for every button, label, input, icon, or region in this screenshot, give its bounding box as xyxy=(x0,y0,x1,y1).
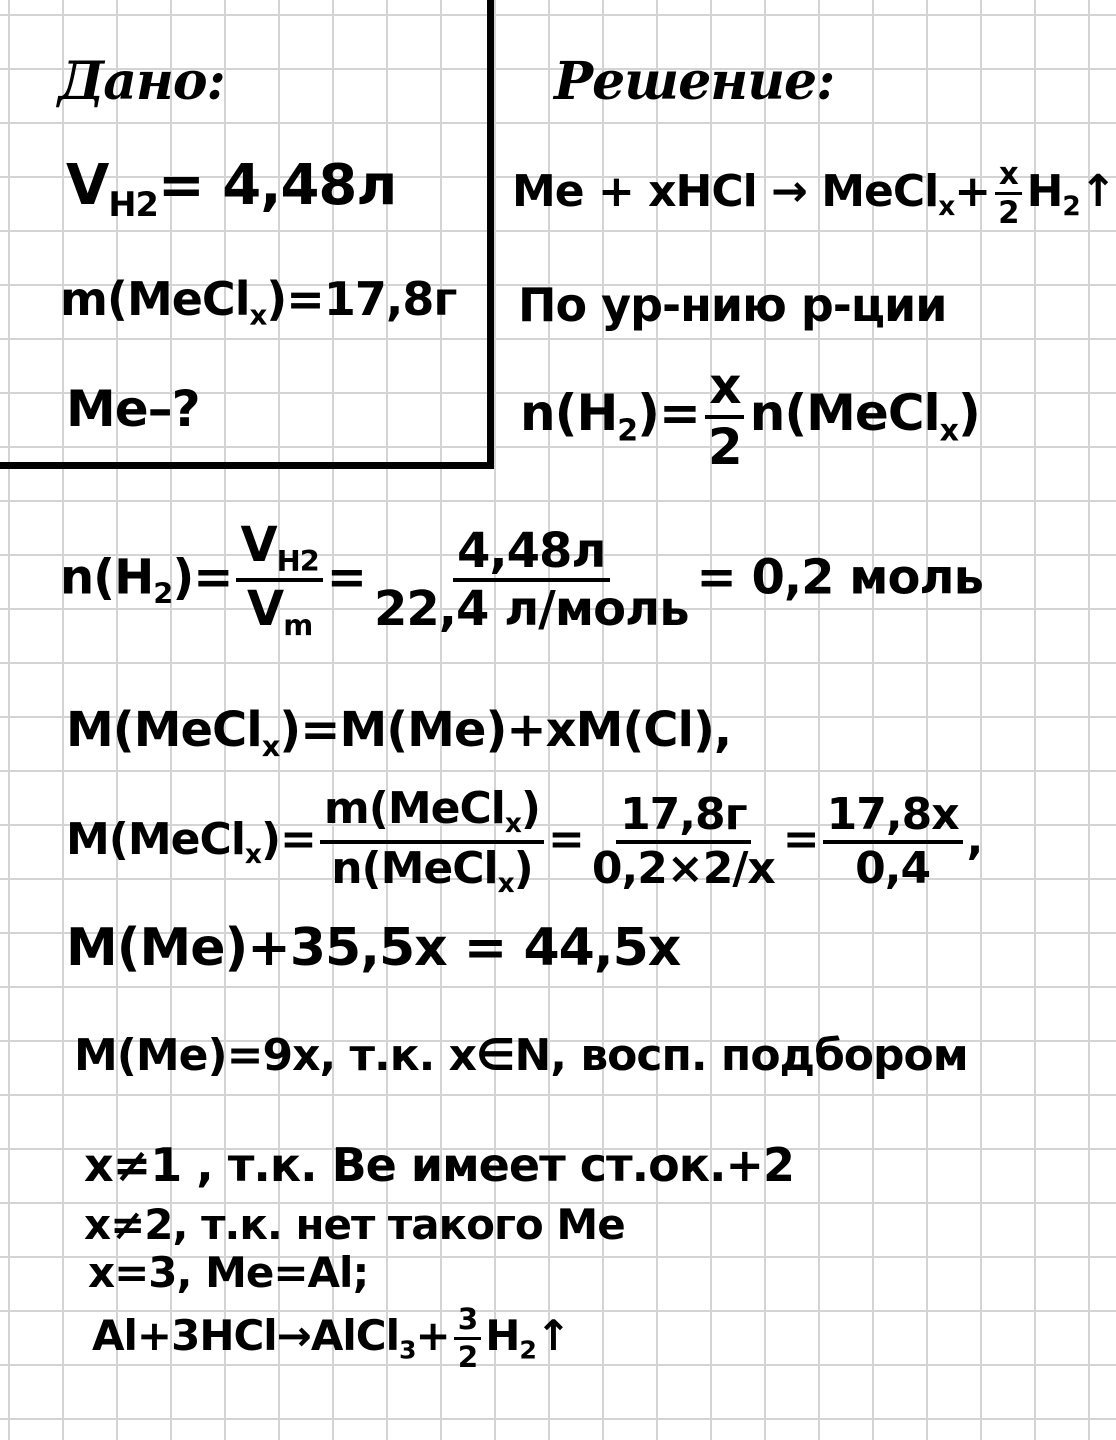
molar-formula-left: M(MeCl xyxy=(66,702,262,758)
mm-den-end: ) xyxy=(513,842,533,894)
final-gas-arrow-icon: ↑ xyxy=(535,1310,571,1360)
ratio-left: n(H xyxy=(520,384,618,442)
by-reaction-note: По ур-нию р-ции xyxy=(518,278,947,332)
molar-formula-right: )=M(Me)+xM(Cl), xyxy=(279,702,732,758)
volume-value: = 4,48л xyxy=(157,153,397,218)
mm-den-sub: x xyxy=(497,868,514,900)
mass-subscript: x xyxy=(249,298,267,332)
n-h2-result: = 0,2 моль xyxy=(696,549,983,606)
mm-den-a: n(MeCl xyxy=(331,842,498,894)
mm-equals: = xyxy=(548,813,584,865)
vol-den-symbol: V xyxy=(247,581,284,638)
volume-ratio-num xyxy=(236,517,322,582)
mm-num-sub: x xyxy=(504,808,521,840)
given-title: Дано: xyxy=(58,51,225,112)
n-h2-left-end: )= xyxy=(172,549,233,606)
final-sub-3: 3 xyxy=(399,1335,416,1365)
volume-ratio-den xyxy=(243,581,316,643)
volume-ratio-fraction xyxy=(236,517,322,643)
ratio-num: x xyxy=(705,360,744,419)
reaction-coef-fraction xyxy=(994,158,1022,230)
final-h2-sub: 2 xyxy=(519,1335,536,1365)
mm-left: M(MeCl xyxy=(66,813,245,865)
mm-left-sub: x xyxy=(244,839,261,871)
gas-arrow-icon: ↑ xyxy=(1079,165,1116,217)
moles-h2-calc xyxy=(60,517,983,643)
mass-moles-num xyxy=(320,783,544,844)
mm-left-end: )= xyxy=(260,813,316,865)
given-box-bottom-border xyxy=(0,462,494,469)
n-h2-left-sub: 2 xyxy=(153,576,173,611)
reaction-coef-num: x xyxy=(995,158,1022,195)
ratio-fraction xyxy=(704,357,746,476)
given-box-right-border xyxy=(487,0,494,468)
mass-value-num: 17,8г xyxy=(616,792,751,844)
given-volume-h2 xyxy=(66,153,397,224)
vol-num-symbol: V xyxy=(240,517,277,573)
reaction-h2-sub: 2 xyxy=(1062,191,1080,223)
n-h2-left: n(H xyxy=(60,549,154,606)
final-coef-fraction xyxy=(454,1304,481,1373)
case-x3: x=3, Me=Al; xyxy=(88,1248,369,1297)
volume-value-fraction xyxy=(370,522,693,638)
reaction-h2: H xyxy=(1026,165,1063,217)
molar-mass-calc xyxy=(66,783,983,900)
case-x2: x≠2, т.к. нет такого Me xyxy=(84,1200,625,1249)
mm-equals-2: = xyxy=(782,813,819,865)
ratio-den: 2 xyxy=(707,417,742,476)
mass-value-den: 0,2×2/x xyxy=(591,842,775,894)
reaction-plus: + xyxy=(954,165,991,217)
reaction-equation xyxy=(512,158,1116,230)
volume-symbol: V xyxy=(66,153,109,218)
mass-label: m(MeCl xyxy=(60,272,250,326)
volume-value-den: 22,4 л/моль xyxy=(374,581,689,638)
volume-subscript: H2 xyxy=(108,184,158,224)
mass-moles-den xyxy=(327,844,537,898)
solution-title: Решение: xyxy=(554,51,835,112)
mass-value: )=17,8г xyxy=(266,272,457,326)
metal-mass-line: M(Me)=9x, т.к. x∈N, восп. подбором xyxy=(74,1030,968,1081)
mass-moles-fraction xyxy=(320,783,544,900)
mass-value-fraction xyxy=(588,788,779,894)
mm-comma: , xyxy=(966,813,983,865)
final-plus: + xyxy=(415,1310,450,1360)
n-h2-equals: = xyxy=(326,549,366,606)
given-mass-salt xyxy=(60,272,457,332)
final-h2: H xyxy=(485,1310,520,1360)
simplified-fraction xyxy=(823,788,963,894)
ratio-right: n(MeCl xyxy=(749,384,940,442)
vol-den-sub: m xyxy=(283,608,313,643)
mm-num-end: ) xyxy=(520,783,541,834)
simplified-den: 0,4 xyxy=(855,842,931,894)
ratio-right-sub: x xyxy=(939,413,959,449)
reaction-coef-den: 2 xyxy=(998,195,1019,232)
ratio-left-sub: 2 xyxy=(617,413,638,449)
final-lhs: Al+3HCl→AlCl xyxy=(92,1310,399,1360)
final-coef-den: 2 xyxy=(457,1339,478,1374)
case-x1: x≠1 , т.к. Be имеет ст.ок.+2 xyxy=(84,1138,794,1192)
final-coef-num: 3 xyxy=(454,1304,481,1340)
ratio-right-end: ) xyxy=(958,384,980,442)
mm-num-a: m(MeCl xyxy=(323,783,505,834)
vol-num-sub: H2 xyxy=(276,544,319,579)
equation-line: M(Me)+35,5x = 44,5x xyxy=(66,918,681,978)
volume-value-num: 4,48л xyxy=(453,526,610,582)
molar-formula-sub: x xyxy=(261,729,280,764)
final-reaction xyxy=(92,1304,570,1373)
reaction-lhs: Me + xHCl → MeCl xyxy=(512,165,939,217)
reaction-sub-x: x xyxy=(938,191,955,223)
mole-ratio xyxy=(520,357,980,476)
simplified-num: 17,8x xyxy=(823,792,963,844)
given-unknown: Me–? xyxy=(66,380,200,438)
molar-mass-formula xyxy=(66,702,732,764)
ratio-left-end: )= xyxy=(637,384,700,442)
